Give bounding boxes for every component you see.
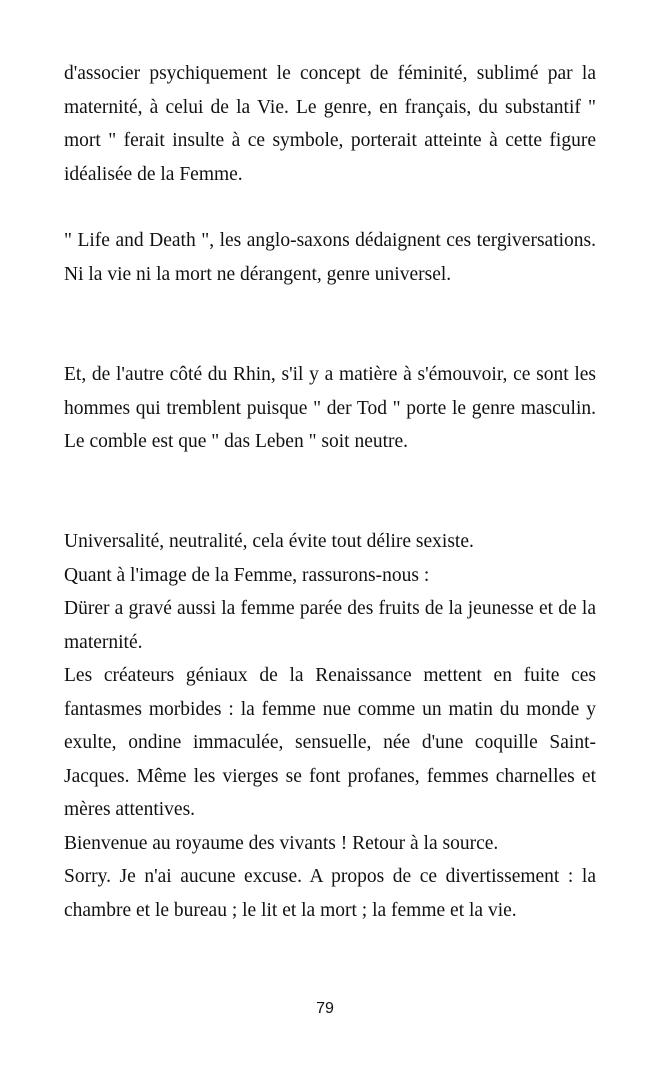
paragraph-text: Bienvenue au royaume des vivants ! Retour à la source. <box>64 832 499 854</box>
page-number: 79 <box>316 1000 334 1017</box>
paragraph-text: Universalité, neutralité, cela évite tout délire sexiste. <box>64 531 474 552</box>
paragraph-rhin <box>64 358 596 459</box>
paragraph-text: Les créateurs géniaux de la Renaissance mettent en fuite ces fantasmes morbides : la femme nue comme un matin du monde y exulte, ondine immaculée, sensuelle, née d'une coquille Saint-Jacques. Même les vierges se font profanes, femmes charnelles et mères attentives. <box>64 665 596 820</box>
paragraph-text: Dürer a gravé aussi la femme parée des fruits de la jeunesse et de la maternité. <box>64 598 596 653</box>
paragraph-text: d'associer psychiquement le concept de féminité, sublimé par la maternité, à celui de la Vie. Le genre, en français, du substantif " mort " ferait insulte à ce symbole, porterait atteinte à cette figure idéalisée de la Femme. <box>64 63 596 185</box>
paragraph-text: Et, de l'autre côté du Rhin, s'il y a matière à s'émouvoir, ce sont les hommes qui tremblent puisque " der Tod " porte le genre masculin. Le comble est que " das Leben " soit neutre. <box>64 364 596 452</box>
paragraph-feminite <box>64 57 596 191</box>
paragraph-text: Quant à l'image de la Femme, rassurons-nous : <box>64 564 430 586</box>
paragraph-group-universalite <box>64 525 596 927</box>
paragraph-text: Sorry. Je n'ai aucune excuse. A propos de ce divertissement : la chambre et le bureau ; le lit et la mort ; la femme et la vie. <box>64 866 596 921</box>
paragraph-text: " Life and Death ", les anglo-saxons dédaignent ces tergiversations. Ni la vie ni la mort ne dérangent, genre universel. <box>64 230 596 285</box>
paragraph-life-and-death <box>64 224 596 291</box>
